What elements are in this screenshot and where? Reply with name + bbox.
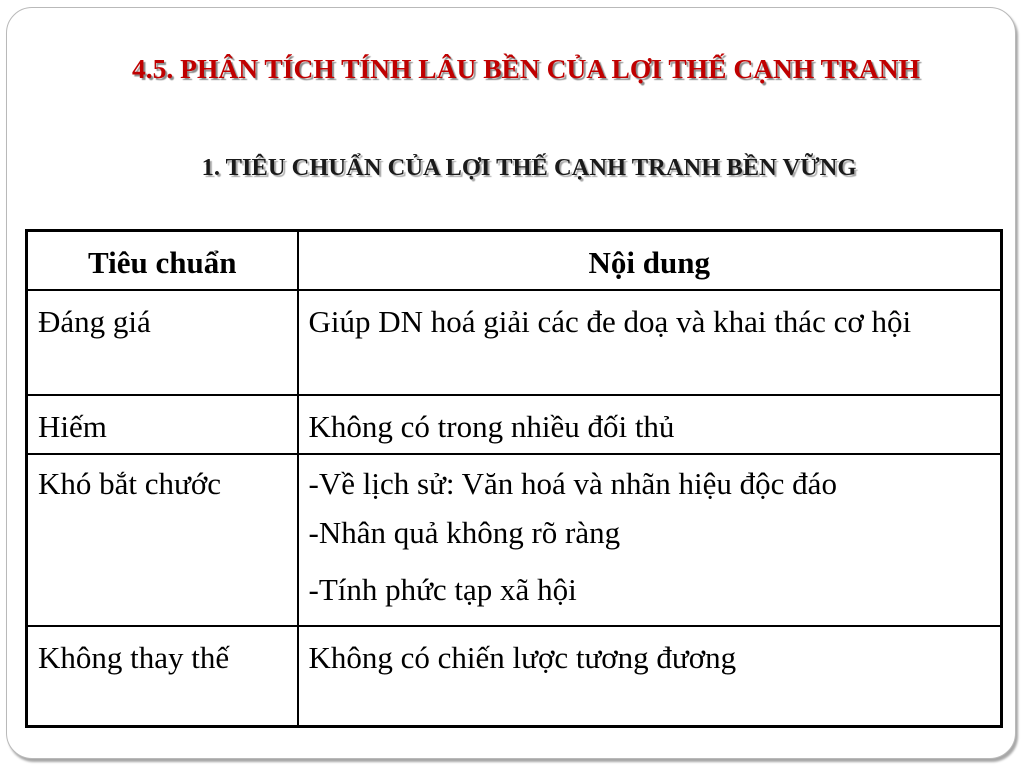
header-content: Nội dung [298, 231, 1002, 290]
table-header-row [27, 231, 1002, 290]
criterion-cell: Không thay thế [27, 626, 298, 727]
table-row [27, 454, 1002, 626]
content-cell [298, 290, 1002, 395]
table-row [27, 290, 1002, 395]
content-line: -Nhân quả không rõ ràng [308, 514, 621, 550]
content-cell [298, 626, 1002, 727]
criteria-table [25, 229, 1003, 728]
content-cell [298, 395, 1002, 454]
content-line: -Về lịch sử: Văn hoá và nhãn hiệu độc đáo [308, 465, 837, 501]
criterion-cell: Hiếm [27, 395, 298, 454]
content-cell [298, 454, 1002, 626]
table-row [27, 395, 1002, 454]
criterion-cell: Khó bắt chước [27, 454, 298, 626]
header-criterion: Tiêu chuẩn [27, 231, 298, 290]
criterion-cell: Đáng giá [27, 290, 298, 395]
slide-title: 4.5. PHÂN TÍCH TÍNH LÂU BỀN CỦA LỢI THẾ CẠNH TRANH [132, 53, 920, 84]
table-row [27, 626, 1002, 727]
slide-subtitle: 1. TIÊU CHUẨN CỦA LỢI THẾ CẠNH TRANH BỀN VỮNG [201, 154, 857, 181]
content-line: Không có chiến lược tương đương [308, 639, 737, 675]
content-line: Không có trong nhiều đối thủ [308, 408, 675, 444]
content-line: -Tính phức tạp xã hội [308, 571, 577, 607]
content-line: Giúp DN hoá giải các đe doạ và khai thác cơ hội [308, 303, 912, 339]
